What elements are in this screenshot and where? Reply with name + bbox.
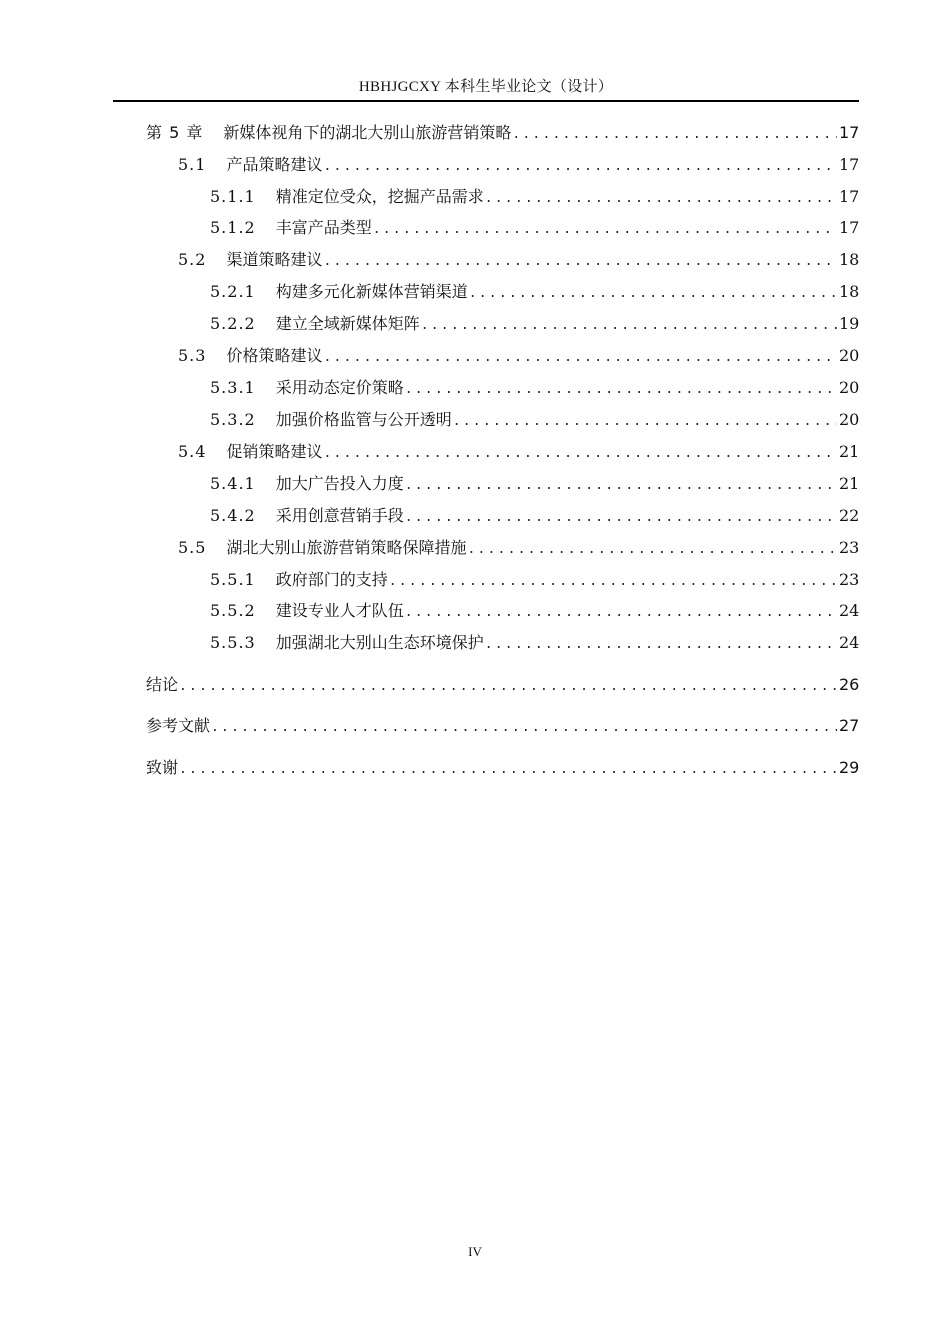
toc-entry-page: 23 (839, 570, 860, 589)
toc-entry[interactable] (210, 505, 859, 527)
toc-entry-page: 20 (839, 346, 860, 365)
toc-entry-title: 采用创意营销手段 (275, 506, 404, 525)
toc-entry-number: 5.2 (178, 250, 207, 269)
toc-entry-title: 丰富产品类型 (275, 218, 372, 237)
toc-entry-page: 17 (839, 155, 860, 174)
toc-entry[interactable] (210, 377, 859, 399)
toc-entry-title: 构建多元化新媒体营销渠道 (275, 282, 468, 301)
toc-entry-title: 精准定位受众，挖掘产品需求 (275, 187, 484, 206)
toc-dot-leader (405, 379, 837, 401)
toc-entry-page: 17 (839, 123, 860, 142)
toc-entry-page: 18 (839, 250, 860, 269)
toc-entry-title: 促销策略建议 (226, 442, 323, 461)
toc-entry-title: 建设专业人才队伍 (275, 601, 404, 620)
toc-entry-title: 新媒体视角下的湖北大别山旅游营销策略 (223, 123, 512, 142)
toc-dot-leader (512, 124, 837, 146)
toc-entry-number: 5.3.1 (210, 378, 256, 397)
toc-dot-leader (405, 475, 837, 497)
toc-entry-title: 参考文献 (146, 716, 211, 735)
toc-entry-title: 结论 (146, 675, 179, 694)
toc-dot-leader (179, 676, 837, 698)
toc-entry-title: 产品策略建议 (226, 155, 323, 174)
toc-entry-page: 20 (839, 378, 860, 397)
toc-entry[interactable] (210, 473, 859, 495)
toc-entry-page: 21 (839, 474, 860, 493)
toc-dot-leader (469, 283, 837, 305)
toc-entry-title: 湖北大别山旅游营销策略保障措施 (226, 538, 467, 557)
toc-entry-number: 5.5 (178, 538, 207, 557)
toc-dot-leader (211, 717, 837, 739)
toc-entry-number: 5.4.1 (210, 474, 256, 493)
toc-entry-title: 采用动态定价策略 (275, 378, 404, 397)
toc-entry-number: 5.2.1 (210, 282, 256, 301)
toc-dot-leader (323, 347, 837, 369)
toc-entry-page: 17 (839, 187, 860, 206)
toc-entry-number: 5.2.2 (210, 314, 256, 333)
toc-entry-title: 建立全域新媒体矩阵 (275, 314, 420, 333)
toc-entry-title: 加强湖北大别山生态环境保护 (275, 633, 484, 652)
toc-entry[interactable] (210, 313, 859, 335)
toc-entry[interactable] (178, 154, 859, 176)
toc-entry-number: 5.5.3 (210, 633, 256, 652)
page-number: IV (468, 1244, 482, 1259)
toc-entry-number: 5.4 (178, 442, 207, 461)
header-rule (113, 100, 859, 102)
toc-entry-page: 20 (839, 410, 860, 429)
toc-entry-number: 5.5.1 (210, 570, 256, 589)
toc-dot-leader (323, 443, 837, 465)
toc-entry-page: 24 (839, 633, 860, 652)
toc-dot-leader (467, 539, 837, 561)
toc-entry[interactable] (210, 409, 859, 431)
toc-entry[interactable] (178, 441, 859, 463)
toc-dot-leader (405, 602, 837, 624)
toc-entry-number: 5.1.1 (210, 187, 256, 206)
toc-entry[interactable] (146, 757, 859, 779)
toc-dot-leader (453, 411, 837, 433)
toc-entry[interactable] (210, 217, 859, 239)
toc-entry-number: 第 5 章 (146, 123, 204, 142)
toc-dot-leader (179, 759, 837, 781)
toc-dot-leader (373, 219, 837, 241)
toc-entry[interactable] (146, 674, 859, 696)
toc-entry-page: 23 (839, 538, 860, 557)
toc-entry-page: 18 (839, 282, 860, 301)
toc-dot-leader (485, 634, 837, 656)
toc-entry-title: 渠道策略建议 (226, 250, 323, 269)
toc-entry-title: 价格策略建议 (226, 346, 323, 365)
toc-dot-leader (485, 188, 837, 210)
toc-entry-title: 政府部门的支持 (275, 570, 388, 589)
toc-entry-title: 加大广告投入力度 (275, 474, 404, 493)
toc-dot-leader (323, 156, 837, 178)
toc-entry-page: 21 (839, 442, 860, 461)
toc-entry-number: 5.3 (178, 346, 207, 365)
toc-dot-leader (389, 571, 837, 593)
toc-entry[interactable] (210, 281, 859, 303)
toc-entry-page: 29 (839, 758, 860, 777)
toc-entry-number: 5.5.2 (210, 601, 256, 620)
toc-entry-page: 27 (839, 716, 860, 735)
toc-entry[interactable] (178, 537, 859, 559)
toc-entry-page: 19 (839, 314, 860, 333)
toc-dot-leader (421, 315, 837, 337)
toc-entry-title: 加强价格监管与公开透明 (275, 410, 452, 429)
toc-entry-number: 5.3.2 (210, 410, 256, 429)
toc-entry-number: 5.1 (178, 155, 207, 174)
toc-entry-page: 26 (839, 675, 860, 694)
toc-entry[interactable] (210, 186, 859, 208)
toc-entry-title: 致谢 (146, 758, 179, 777)
page-header: HBHJGCXY 本科生毕业论文（设计） (358, 79, 614, 95)
toc-dot-leader (405, 507, 837, 529)
toc-entry-page: 17 (839, 218, 860, 237)
toc-entry[interactable] (146, 122, 859, 144)
toc-entry[interactable] (146, 715, 859, 737)
toc-entry-number: 5.1.2 (210, 218, 256, 237)
toc-entry[interactable] (178, 345, 859, 367)
toc-entry[interactable] (178, 249, 859, 271)
toc-entry-number: 5.4.2 (210, 506, 256, 525)
toc-entry[interactable] (210, 569, 859, 591)
toc-dot-leader (323, 251, 837, 273)
toc-entry-page: 22 (839, 506, 860, 525)
toc-entry-page: 24 (839, 601, 860, 620)
toc-entry[interactable] (210, 600, 859, 622)
toc-entry[interactable] (210, 632, 859, 654)
